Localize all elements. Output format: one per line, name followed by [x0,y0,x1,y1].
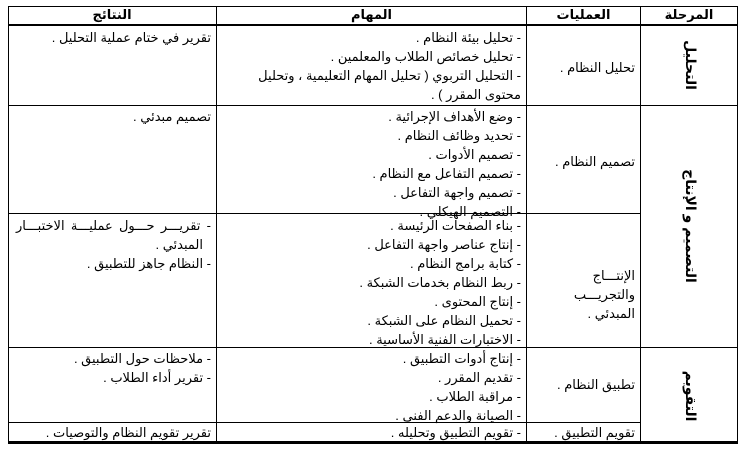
header-phase: المرحلة [664,7,714,22]
task-item: - التحليل التربوي ( تحليل المهام التعليمية ، وتحليل [258,68,521,83]
task-item: - تحديد وظائف النظام . [397,128,521,143]
result-item: - تقرير أداء الطلاب . [103,370,211,385]
process-cell [530,266,635,323]
column-divider [640,6,641,444]
result-item: تصميم مبدئي . [133,109,211,124]
header-tasks: المهام [350,7,393,22]
result-item: تقرير تقويم النظام والتوصيات . [45,425,211,440]
task-item: - تقديم المقرر . [437,370,521,385]
tasks-cell [230,28,521,104]
tasks-cell [230,423,521,442]
task-item: - إنتاج عناصر واجهة التفاعل . [367,237,521,252]
process-cell: تطبيق النظام . [557,377,635,392]
task-item: - الاختبارات الفنية الأساسية . [368,332,521,347]
result-item: - تقريـــر حـــول عمليـــة الاختبـــار [16,218,211,233]
results-cell [16,349,211,387]
header-divider [8,24,738,26]
task-item: - الصيانة والدعم الفني . [395,408,521,423]
task-item: - تصميم الأدوات . [428,147,521,162]
table-border-right [737,6,738,444]
results-cell [16,107,211,126]
result-item: - ملاحظات حول التطبيق . [73,351,211,366]
task-item: - تحميل النظام على الشبكة . [367,313,521,328]
task-item: - إنتاج المحتوى . [434,294,521,309]
stages-table [8,6,738,444]
header-results: النتائج [92,7,132,22]
result-item: تقرير في ختام عملية التحليل . [51,30,211,45]
task-item: - وضع الأهداف الإجرائية . [388,109,521,124]
task-item: - ربط النظام بخدمات الشبكة . [359,275,521,290]
task-item: - تقويم التطبيق وتحليله . [390,425,521,440]
results-cell [16,216,211,273]
results-cell [16,423,211,442]
table-border-left [8,6,9,444]
tasks-cell [230,107,521,221]
task-item: - تحليل خصائص الطلاب والمعلمين . [330,49,521,64]
column-divider [526,6,527,444]
tasks-cell [230,216,521,349]
task-item: - تصميم التفاعل مع النظام . [372,166,521,181]
phase-evaluation: التقويم [683,370,699,422]
header-processes: العمليات [556,7,611,22]
task-item: - التصميم الهيكلي . [419,204,521,219]
task-item: - مراقبة الطلاب . [429,389,521,404]
phase-design-production: التصميم و الإنتاج [683,169,699,283]
task-item: - إنتاج أدوات التطبيق . [402,351,521,366]
task-item: - تحليل بيئة النظام . [415,30,521,45]
task-item: - تصميم واجهة التفاعل . [393,185,521,200]
task-item: - كتابة برامج النظام . [410,256,521,271]
task-item: - بناء الصفحات الرئيسة . [390,218,521,233]
process-line: الإنتـــاج والتجريـــب [573,268,635,302]
process-line: المبدئي . [587,306,635,321]
row-divider [8,105,640,106]
results-cell [16,28,211,47]
phase-analysis: التحليل [683,40,699,90]
column-divider [216,6,217,444]
process-cell: تصميم النظام . [555,154,635,169]
process-cell: تحليل النظام . [559,60,635,75]
task-item: محتوى المقرر ) . [430,87,521,102]
result-item: - النظام جاهز للتطبيق . [86,256,211,271]
process-cell: تقويم التطبيق . [554,425,635,440]
tasks-cell [230,349,521,425]
result-item: المبدئي . [155,237,203,252]
